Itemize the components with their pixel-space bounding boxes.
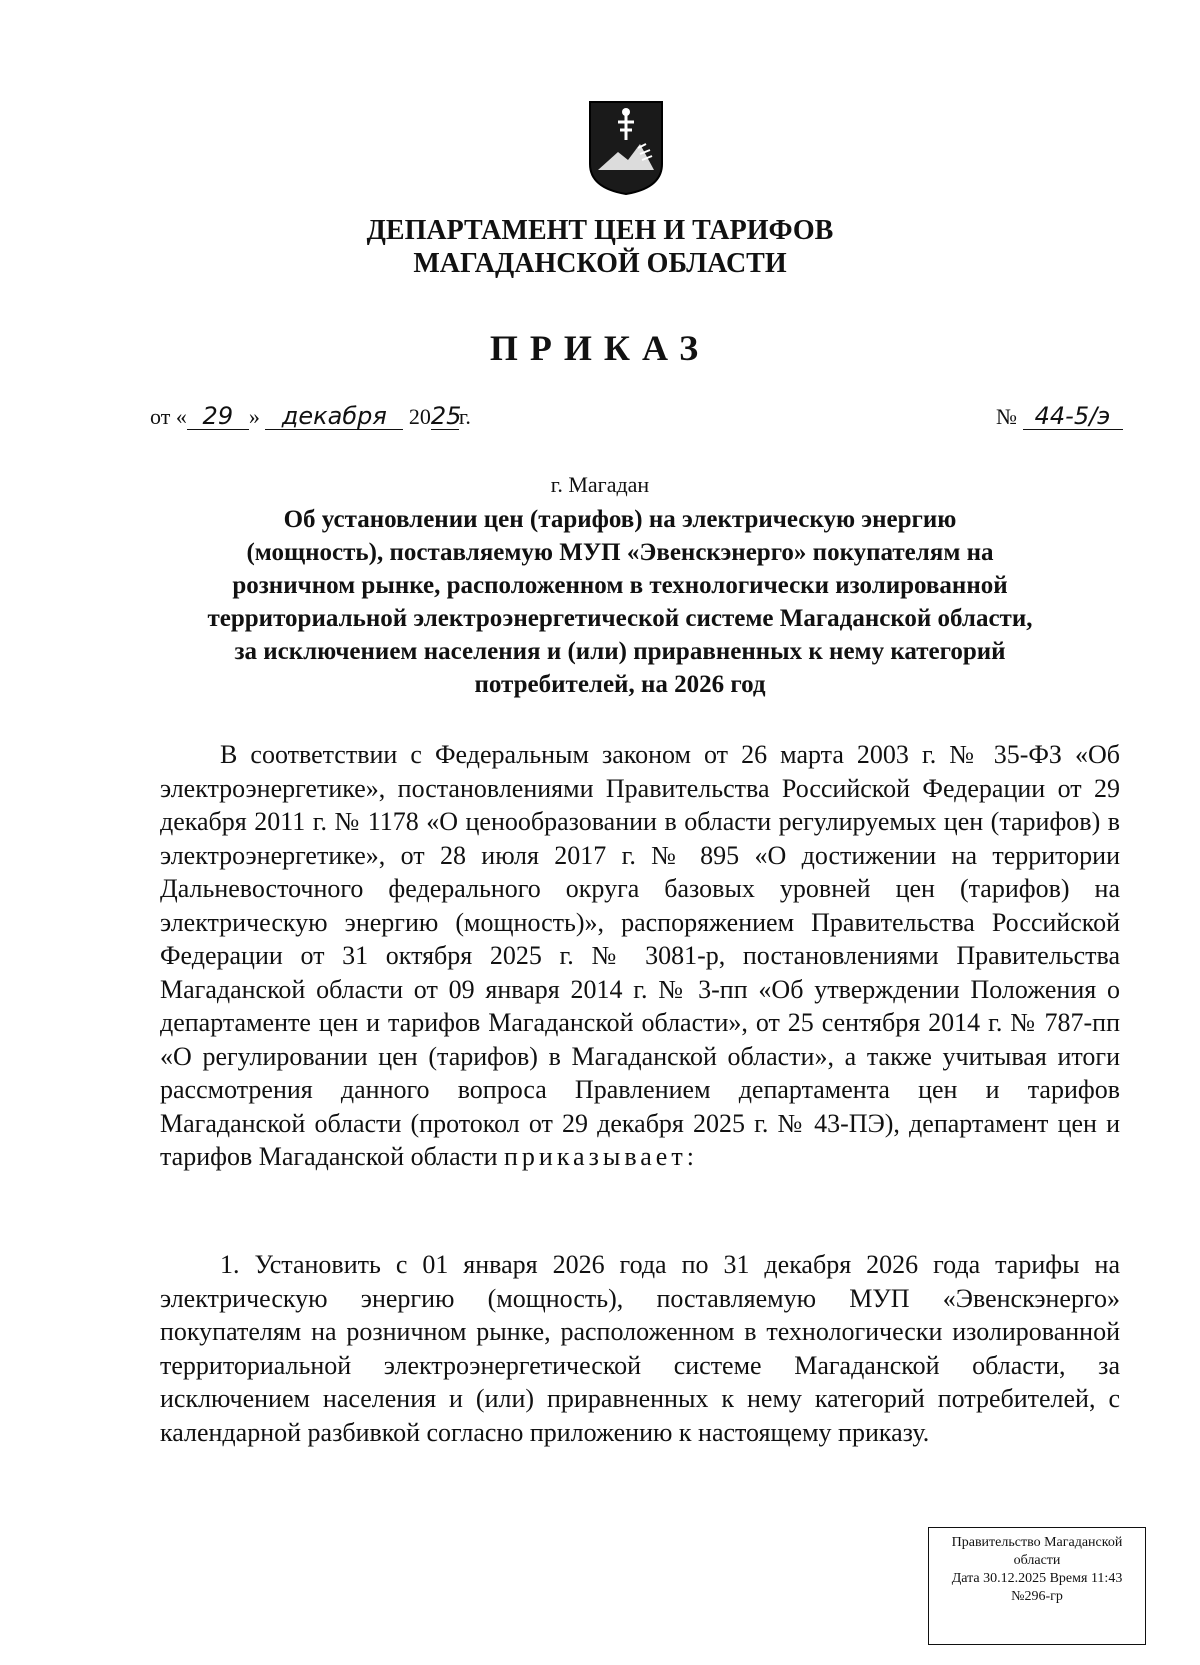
stamp-line1: Правительство Магаданской [951,1535,1123,1550]
item-1-paragraph: 1. Установить с 01 января 2026 года по 31 декабря 2026 года тарифы на электрическую энергию (мощность), поставляемую МУП «Эвенскэнерго» покупателям на розничном рынке, расположенном в технологически изолированной территориальной электроэнергетической системе Магаданской области, за исключением населения и (или) приравненных к нему категорий потребителей, с календарной разбивкой согласно приложению к настоящему приказу. [160,1250,1120,1447]
coat-of-arms-icon [588,100,664,196]
department-name-line2: МАГАДАНСКОЙ ОБЛАСТИ [413,248,787,279]
stamp-line3: Дата 30.12.2025 Время 11:43 [951,1571,1123,1586]
stamp-line2: области [1013,1553,1061,1568]
decree-word: приказывает: [503,1142,698,1171]
registration-stamp [928,1527,1146,1645]
date-year-prefix: 20 [408,404,431,429]
document-type-heading: ПРИКАЗ [489,328,711,368]
date-suffix: г. [458,404,471,429]
city-name: г. Магадан [550,472,650,497]
document-number: 44-5/э [1023,403,1123,430]
date-mid: » [248,404,260,429]
number-prefix: № [996,404,1017,429]
document-number-line [996,402,1123,432]
date-day: 29 [187,403,249,430]
department-name-line1: ДЕПАРТАМЕНТ ЦЕН И ТАРИФОВ [366,215,834,246]
preamble-text: В соответствии с Федеральным законом от 26 марта 2003 г. № 35-ФЗ «Об электроэнергетике», постановлениями Правительства Российской Федерации от 29 декабря 2011 г. № 1178 «О ценообразовании в области регулируемых цен (тарифов) в электроэнергетике», от 28 июля 2017 г. № 895 «О достижении на территории Дальневосточного федерального округа базовых уровней цен (тарифов) на электрическую энергию (мощность)», распоряжением Правительства Российской Федерации от 31 октября 2025 г. № 3081-р, постановлениями Правительства Магаданской области от 09 января 2014 г. № 3-пп «Об утверждении Положения о департаменте цен и тарифов Магаданской области», от 25 сентября 2014 г. № 787-пп «О регулировании цен (тарифов) в Магаданской области», а также учитывая итоги рассмотрения данного вопроса Правлением департамента цен и тарифов Магаданской области (протокол от 29 декабря 2025 г. № 43-ПЭ), департамент цен и тарифов Магаданской области [160,740,1120,1171]
date-prefix: от « [150,404,187,429]
date-year-suffix: 25 [430,402,462,430]
stamp-line4: №296-гр [1011,1589,1063,1604]
date-line [150,402,471,432]
preamble-paragraph [160,738,1120,1174]
document-title: Об установлении цен (тарифов) на электрическую энергию (мощность), поставляемую МУП «Эвенскэнерго» покупателям на розничном рынке, расположенном в технологически изолированной территориальной электроэнергетической системе Магаданской области, за исключением населения и (или) приравненных к нему категорий потребителей, на 2026 год [207,506,1033,698]
date-month: декабря [265,403,403,430]
